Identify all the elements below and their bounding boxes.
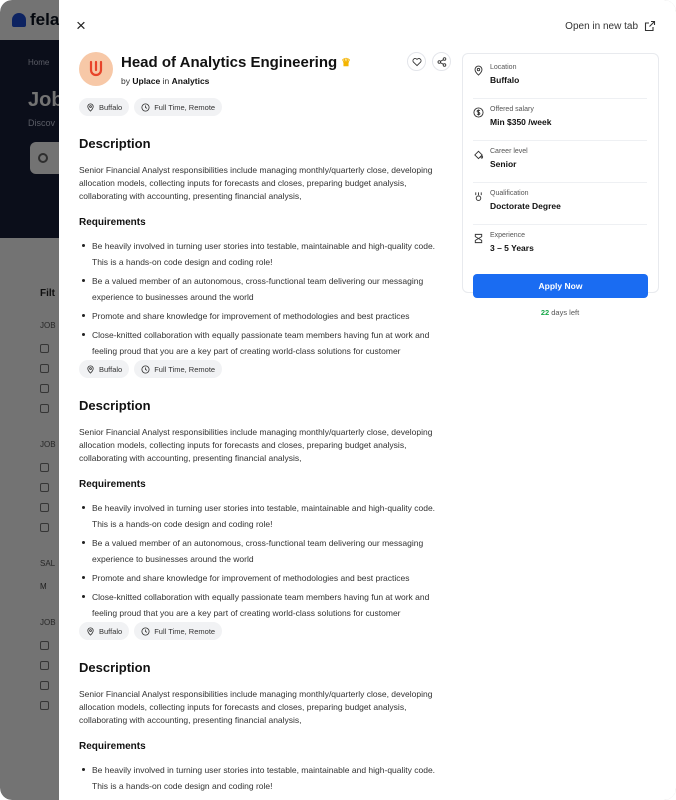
open-in-new-tab-label: Open in new tab [565,20,638,32]
job-type-tag [134,360,222,378]
description-heading: Description [79,660,151,675]
hourglass-icon [473,233,484,244]
description-heading: Description [79,136,151,151]
uplace-logo-icon [86,59,106,79]
overview-location [473,64,647,99]
crown-icon: ♛ [341,57,352,69]
description-text: Senior Financial Analyst responsibilities include managing monthly/quarterly close, developing allocation models, collecting inputs for forecasts and closes, preparing budget analysis, collaborating with accounting, presenting financial analysis, [79,427,433,463]
salary-label: Offered salary [490,106,534,113]
location-tag [79,98,129,116]
job-type-tag [134,98,222,116]
job-title: Head of Analytics Engineering [121,54,338,71]
job-overview-card [462,53,659,317]
salary-value: Min $350 /week [490,117,552,127]
map-pin-icon [86,627,95,636]
job-tags [79,360,451,378]
requirement-item: Close-knitted collaboration with equally passionate team members having fun at work and feeling proud that you are a key part of creating world-class solutions for customer [79,327,445,359]
overview-experience [473,232,647,267]
location-tag [79,622,129,640]
overview-qualification [473,190,647,225]
map-pin-icon [86,365,95,374]
description-text: Senior Financial Analyst responsibilities include managing monthly/quarterly close, developing allocation models, collecting inputs for forecasts and closes, preparing budget analysis, collaborating with accounting, presenting financial analysis, [79,165,433,201]
overview-salary [473,106,647,141]
job-title-block [121,52,407,86]
apply-now-button[interactable]: Apply Now [473,274,648,298]
requirements-list [79,238,451,359]
location-tag-label: Buffalo [99,626,123,636]
job-type-tag-label: Full Time, Remote [154,626,216,636]
byline-by: by [121,76,130,86]
clock-icon [141,103,150,112]
location-label: Location [490,64,517,71]
career-level-label: Career level [490,148,528,155]
job-section [79,136,451,359]
job-section [79,660,451,794]
job-title-row [121,52,407,74]
job-type-tag [134,622,222,640]
job-tags [79,98,451,116]
job-section [79,398,451,621]
close-button[interactable]: × [76,16,86,35]
requirements-heading: Requirements [79,217,146,228]
days-left-label: days left [549,308,580,317]
requirements-list [79,500,451,621]
company-name[interactable]: Uplace [132,76,161,86]
qualification-value: Doctorate Degree [490,201,561,211]
overview-career-level [473,148,647,183]
open-in-new-tab-link[interactable] [565,20,656,32]
external-link-icon [644,20,656,32]
requirements-heading: Requirements [79,741,146,752]
job-byline [121,76,407,86]
days-left [473,308,647,317]
heart-icon [412,57,422,67]
description-text: Senior Financial Analyst responsibilities include managing monthly/quarterly close, developing allocation models, collecting inputs for forecasts and closes, preparing budget analysis, collaborating with accounting, presenting financial analysis, [79,689,433,725]
map-pin-icon [473,65,484,76]
days-left-count: 22 [540,308,550,317]
dollar-icon [473,107,484,118]
share-icon [437,57,447,67]
job-main-column [79,52,451,797]
qualification-label: Qualification [490,190,529,197]
requirement-item: Be heavily involved in turning user stories into testable, maintainable and high-quality code. This is a hands-on code design and coding role! [79,500,445,532]
requirements-heading: Requirements [79,479,146,490]
company-logo [79,52,113,86]
requirement-item: Promote and share knowledge for improvement of methodologies and best practices [79,570,445,586]
requirement-item: Be a valued member of an autonomous, cross-functional team delivering our messaging experience to businesses around the world [79,273,445,305]
requirement-item: Close-knitted collaboration with equally passionate team members having fun at work and feeling proud that you are a key part of creating world-class solutions for customer [79,589,445,621]
location-tag [79,360,129,378]
job-tags [79,622,451,640]
experience-label: Experience [490,232,526,239]
requirement-item: Be heavily involved in turning user stories into testable, maintainable and high-quality code. This is a hands-on code design and coding role! [79,762,445,794]
location-value: Buffalo [490,75,520,85]
requirement-item: Promote and share knowledge for improvement of methodologies and best practices [79,308,445,324]
map-pin-icon [86,103,95,112]
save-job-button[interactable] [407,52,426,71]
job-header [79,52,451,86]
description-heading: Description [79,398,151,413]
job-category[interactable]: Analytics [171,76,210,86]
share-job-button[interactable] [432,52,451,71]
clock-icon [141,627,150,636]
career-level-value: Senior [490,159,517,169]
experience-value: 3 – 5 Years [490,243,534,253]
byline-in: in [162,76,170,86]
location-tag-label: Buffalo [99,364,123,374]
location-tag-label: Buffalo [99,102,123,112]
paint-bucket-icon [473,149,484,160]
requirements-list [79,762,451,794]
job-actions [407,52,451,71]
clock-icon [141,365,150,374]
job-type-tag-label: Full Time, Remote [154,102,216,112]
job-detail-drawer [59,0,676,800]
requirement-item: Be a valued member of an autonomous, cross-functional team delivering our messaging experience to businesses around the world [79,535,445,567]
award-icon [473,191,484,202]
requirement-item: Be heavily involved in turning user stories into testable, maintainable and high-quality code. This is a hands-on code design and coding role! [79,238,445,270]
job-type-tag-label: Full Time, Remote [154,364,216,374]
